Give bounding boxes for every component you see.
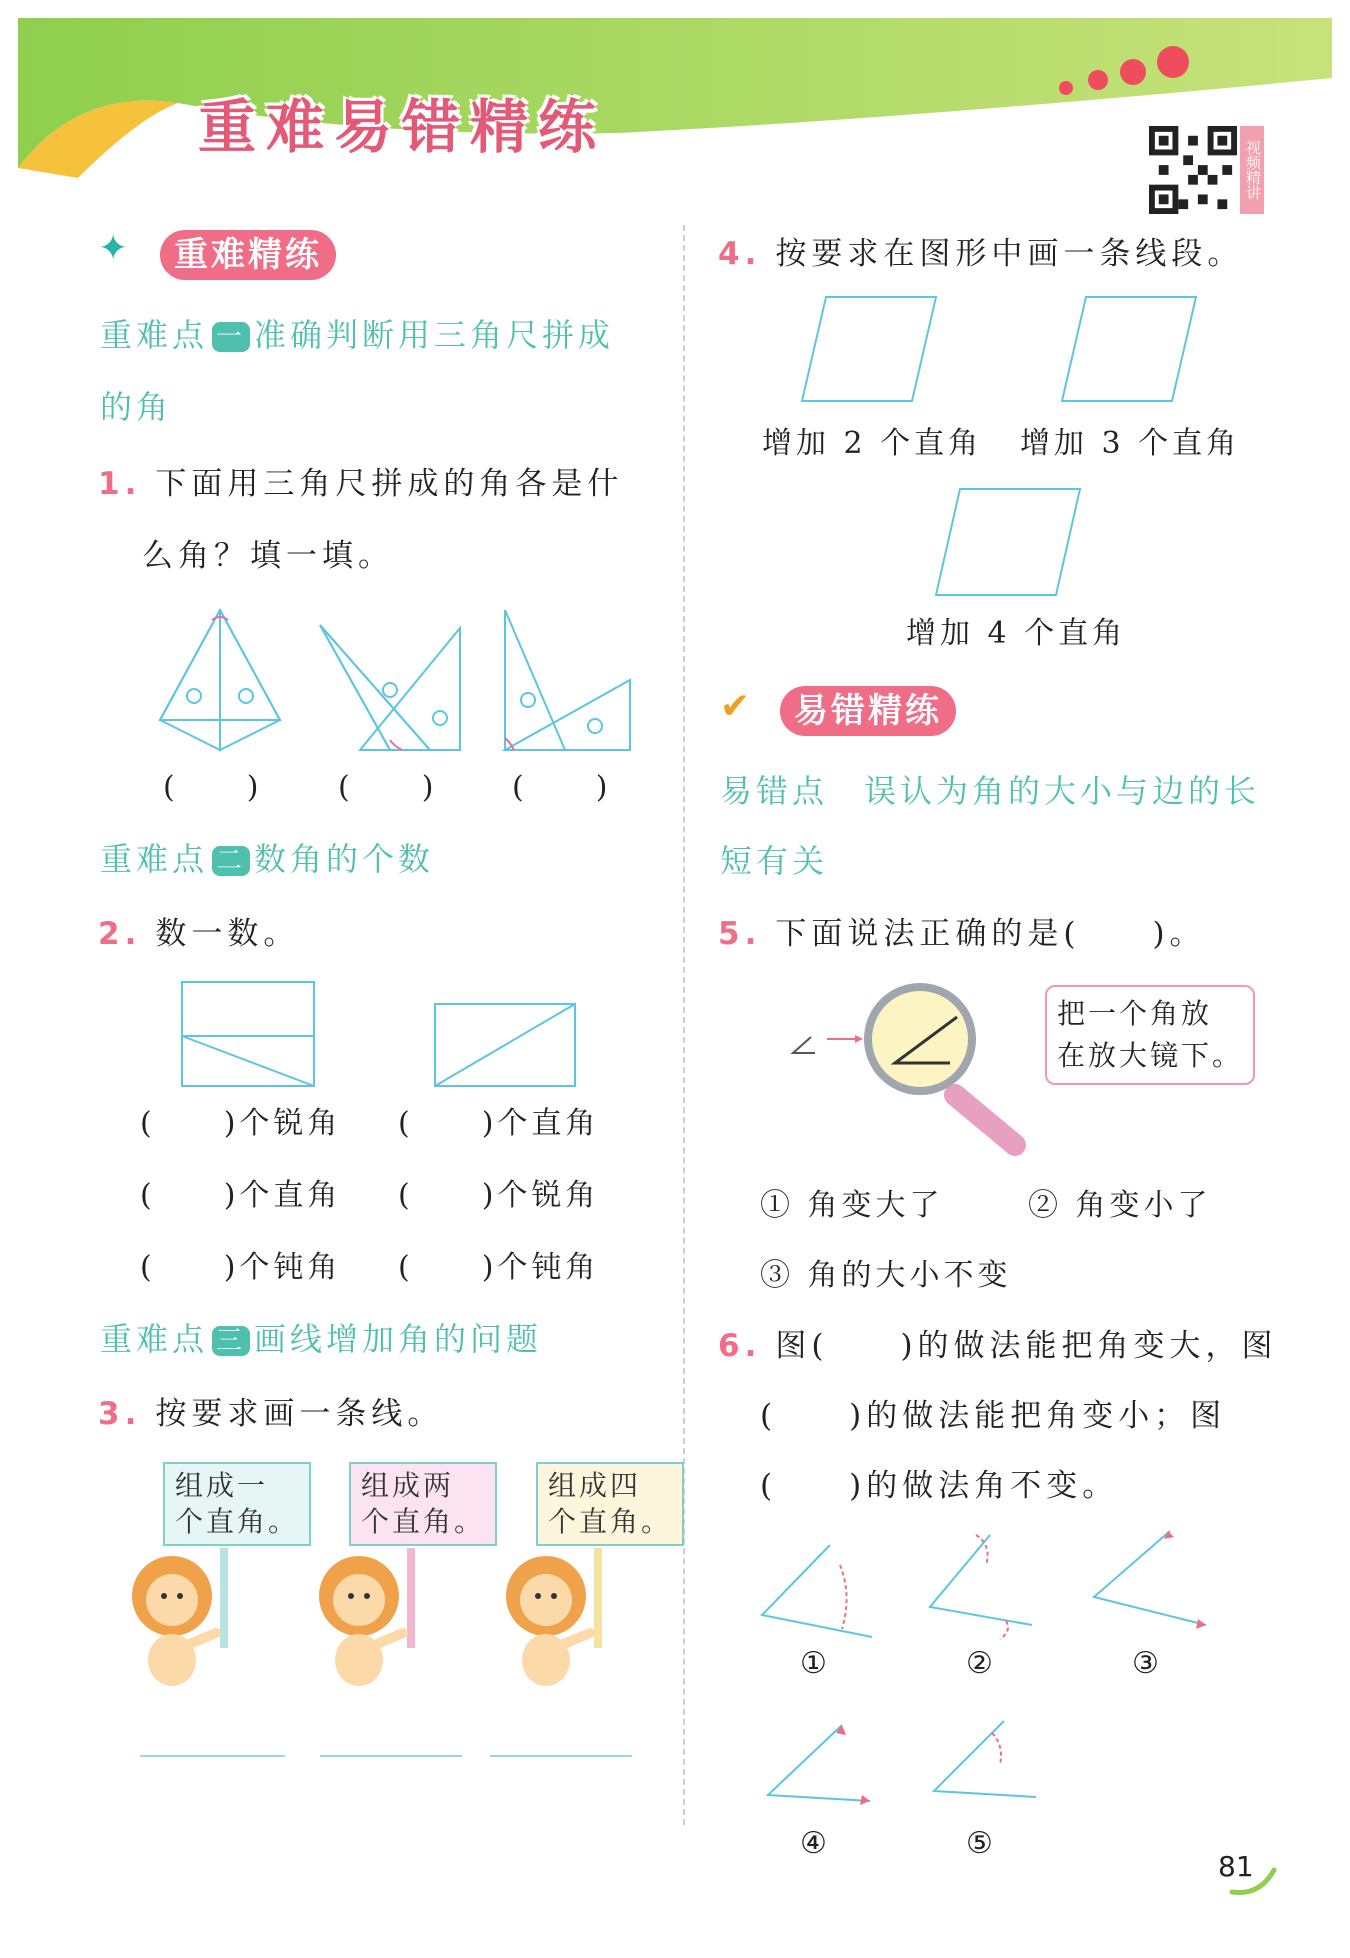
sign-text: 组成一 [175, 1469, 269, 1502]
triangle-ruler-figures [150, 600, 640, 760]
question-text: 按要求在图形中画一条线段。 [775, 236, 1244, 272]
figure-label-3: ③ [1132, 1646, 1163, 1681]
key-point-3 [100, 1314, 542, 1360]
key-point-number: 一 [212, 322, 250, 352]
qr-label: 视频精讲 [1240, 126, 1264, 214]
parallelogram-label-3: 增加 4 个直角 [906, 616, 1127, 651]
option-1[interactable]: ① 角变大了 [760, 1188, 944, 1223]
key-point-text: 画线增加角的问题 [254, 1320, 543, 1358]
lion-illustrations [120, 1548, 660, 1688]
key-point-1-cont: 的角 [100, 388, 173, 426]
question-number: 1. [98, 466, 142, 502]
option-3[interactable]: ③ 角的大小不变 [760, 1258, 1012, 1293]
answer-lines[interactable] [140, 1754, 640, 1758]
key-point-prefix: 重难点 [100, 1320, 209, 1358]
answer-blank-2[interactable]: ( ) [338, 770, 438, 805]
figure-label-1: ① [800, 1646, 831, 1681]
key-point-prefix: 易错点 [720, 772, 829, 810]
bubble-text: 在放大镜下。 [1057, 1039, 1244, 1072]
sign-text: 个直角。 [361, 1505, 486, 1538]
bubble-text: 把一个角放 [1057, 997, 1213, 1030]
section-badge-key-practice: 重难精练 [160, 230, 336, 280]
question-4 [718, 228, 1243, 273]
key-point-number: 三 [212, 1326, 250, 1356]
question-text: 数一数。 [155, 916, 300, 952]
question-6-line2: ( )的做法能把角变小；图 [760, 1398, 1227, 1434]
question-1 [98, 458, 623, 503]
count-blank-6[interactable]: ( )个钝角 [398, 1250, 600, 1285]
sign-text: 个直角。 [175, 1505, 300, 1538]
key-point-1 [100, 310, 614, 356]
question-text: 下面用三角尺拼成的角各是什 [155, 466, 624, 502]
sign-text: 组成四 [548, 1469, 642, 1502]
key-point-prefix: 重难点 [100, 316, 209, 354]
question-3 [98, 1388, 443, 1433]
count-blank-3[interactable]: ( )个直角 [140, 1178, 342, 1213]
question-number: 2. [98, 916, 142, 952]
key-point-4 [720, 766, 1260, 812]
count-blank-5[interactable]: ( )个钝角 [140, 1250, 342, 1285]
header-banner [18, 18, 1332, 183]
key-point-prefix: 重难点 [100, 840, 209, 878]
key-point-number: 二 [212, 846, 250, 876]
page-number: 81 [1218, 1850, 1254, 1883]
count-blank-2[interactable]: ( )个直角 [398, 1106, 600, 1141]
angle-count-figures [180, 980, 600, 1090]
parallelogram-label-2: 增加 3 个直角 [1020, 426, 1241, 461]
section-badge-error-practice: 易错精练 [780, 686, 956, 736]
question-text: 下面说法正确的是( )。 [775, 916, 1206, 952]
answer-blank-3[interactable]: ( ) [512, 770, 612, 805]
option-2[interactable]: ② 角变小了 [1028, 1188, 1212, 1223]
header-title: 重难易错精练 [198, 93, 607, 161]
key-point-text: 准确判断用三角尺拼成 [254, 316, 615, 354]
question-text: 按要求画一条线。 [155, 1396, 444, 1432]
key-point-text: 误认为角的大小与边的长 [864, 772, 1261, 810]
count-blank-4[interactable]: ( )个锐角 [398, 1178, 600, 1213]
question-text: 图( )的做法能把角变大，图 [775, 1328, 1278, 1364]
checkmark-icon: ✔ [720, 686, 751, 727]
magnifier-icon [785, 975, 1045, 1155]
qr-code-icon[interactable] [1148, 126, 1238, 214]
question-1-cont: 么角？填一填。 [142, 538, 394, 574]
figure-label-4: ④ [800, 1826, 831, 1861]
key-point-4-cont: 短有关 [720, 842, 829, 880]
sign-1 [163, 1462, 311, 1546]
sign-text: 个直角。 [548, 1505, 673, 1538]
sign-text: 组成两 [361, 1469, 455, 1502]
key-point-text: 数角的个数 [254, 840, 435, 878]
speech-bubble [1045, 985, 1255, 1085]
count-blank-1[interactable]: ( )个锐角 [140, 1106, 342, 1141]
question-5 [718, 908, 1206, 953]
column-divider [683, 225, 685, 1825]
parallelogram-label-1: 增加 2 个直角 [762, 426, 983, 461]
question-number: 5. [718, 916, 762, 952]
star-icon: ✦ [98, 228, 129, 269]
question-number: 3. [98, 1396, 142, 1432]
sign-3 [536, 1462, 684, 1546]
question-number: 6. [718, 1328, 762, 1364]
figure-label-2: ② [966, 1646, 997, 1681]
question-6 [718, 1320, 1278, 1365]
question-6-line3: ( )的做法角不变。 [760, 1468, 1119, 1504]
page-swoosh [1230, 1868, 1280, 1898]
question-number: 4. [718, 236, 762, 272]
sign-2 [349, 1462, 497, 1546]
question-2 [98, 908, 299, 953]
answer-blank-1[interactable]: ( ) [163, 770, 263, 805]
figure-label-5: ⑤ [966, 1826, 997, 1861]
key-point-2 [100, 834, 434, 880]
